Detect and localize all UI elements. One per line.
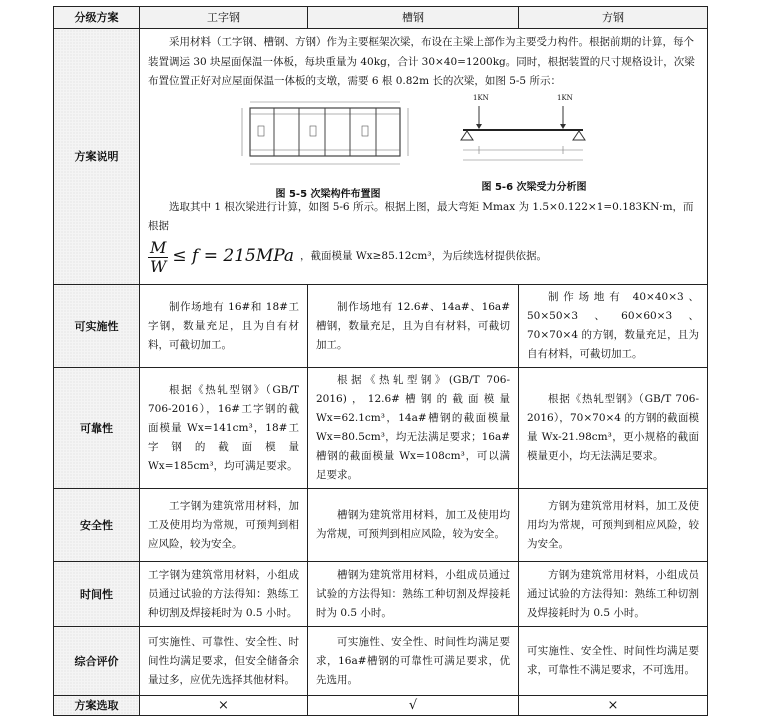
- row-safety: [54, 489, 708, 562]
- figure-5-5: [238, 98, 418, 200]
- description-paragraph-2: 选取其中 1 根次梁进行计算，如图 5-6 所示。根据上图，最大弯矩 Mmax 为 1.5×0.122×1=0.183KN·m，而根据: [148, 200, 694, 232]
- scheme-comparison-table: [53, 6, 708, 716]
- safety-square-steel: 方钢为建筑常用材料，加工及使用均为常规，可预判到相应风险，较为安全。: [519, 489, 708, 562]
- formula-inequality: ≤ f = 215MPa: [172, 246, 295, 267]
- row-selection: [54, 696, 708, 716]
- load-label-right: 1KN: [557, 93, 573, 102]
- figure-5-5-caption: 图 5-5 次梁构件布置图: [275, 189, 381, 200]
- row-label-description: 方案说明: [54, 29, 140, 285]
- header-i-beam: 工字钢: [140, 7, 308, 29]
- reliability-i-beam: 根据《热轧型钢》（GB/T 706-2016），16#工字钢的截面模量 Wx=141cm³，18#工字钢的截面模量 Wx=185cm³，均可满足要求。: [140, 368, 308, 489]
- description-cell: [140, 29, 708, 285]
- selection-i-beam: ×: [140, 696, 308, 716]
- figure-5-6: [449, 93, 619, 196]
- row-label-overall: 综合评价: [54, 627, 140, 696]
- overall-square-steel: 可实施性、安全性、时间性均满足要求，可靠性不满足要求，不可选用。: [519, 627, 708, 696]
- reliability-channel-steel: 根据《热轧型钢》(GB/T 706-2016)，12.6#槽钢的截面模量 Wx=62.1cm³，14a#槽钢的截面模量 Wx=80.5cm³，均无法满足要求；16a#槽钢的截面模量 Wx=108cm³，可以满足要求。: [308, 368, 519, 489]
- load-label-left: 1KN: [473, 93, 489, 102]
- selection-square-steel: ×: [519, 696, 708, 716]
- beam-force-diagram: [449, 98, 619, 176]
- header-square-steel: 方钢: [519, 7, 708, 29]
- figures-row: [148, 93, 699, 200]
- figure-5-6-caption: 图 5-6 次梁受力分析图: [481, 181, 587, 193]
- timeliness-channel-steel: 槽钢为建筑常用材料，小组成员通过试验的方法得知：熟练工种切割及焊接耗时为 0.5 小时。: [308, 562, 519, 627]
- selection-channel-steel: √: [308, 696, 519, 716]
- reliability-square-steel: 根据《热轧型钢》（GB/T 706-2016），70×70×4 的方钢的截面模量 Wx-21.98cm³，更小规格的截面模量更小，均无法满足要求。: [519, 368, 708, 489]
- feasibility-i-beam: 制作场地有 16#和 18#工字钢，数量充足，且为自有材料，可截切加工。: [140, 285, 308, 368]
- header-row: [54, 7, 708, 29]
- row-label-reliability: 可靠性: [54, 368, 140, 489]
- formula-fraction: [148, 239, 168, 276]
- feasibility-channel-steel: 制作场地有 12.6#、14a#、16a#槽钢，数量充足，且为自有材料，可截切加工。: [308, 285, 519, 368]
- row-overall: [54, 627, 708, 696]
- timeliness-square-steel: 方钢为建筑常用材料，小组成员通过试验的方法得知：熟练工种切割及焊接耗时为 0.5 小时。: [519, 562, 708, 627]
- timeliness-i-beam: 工字钢为建筑常用材料，小组成员通过试验的方法得知：熟练工种切割及焊接耗时为 0.5 小时。: [140, 562, 308, 627]
- header-channel-steel: 槽钢: [308, 7, 519, 29]
- row-reliability: [54, 368, 708, 489]
- formula-numerator: M: [150, 237, 167, 257]
- header-scheme-level: 分级方案: [54, 7, 140, 29]
- row-description: [54, 29, 708, 285]
- description-paragraph-3: ，截面模量 Wx≥85.12cm³，为后续选材提供依据。: [300, 250, 548, 263]
- safety-channel-steel: 槽钢为建筑常用材料，加工及使用均为常规，可预判到相应风险，较为安全。: [308, 489, 519, 562]
- formula-denominator: W: [149, 256, 167, 276]
- row-label-selection: 方案选取: [54, 696, 140, 716]
- row-label-safety: 安全性: [54, 489, 140, 562]
- description-paragraph-1: 采用材料（工字钢、槽钢、方钢）作为主要框架次梁，布设在主梁上部作为主要受力构件。根据前期的计算，每个装置调运 30 块屋面保温一体板，每块重量为 40kg，合计 30×40=1200kg。同时，根据装置的尺寸规格设计，次梁布置位置正好对应屋面保温一体板的支墩，需要 6 根 0.82m 长的次梁，如图 5-5 所示：: [148, 36, 695, 87]
- row-feasibility: [54, 285, 708, 368]
- formula-line: [148, 239, 699, 276]
- row-timeliness: [54, 562, 708, 627]
- overall-channel-steel: 可实施性、安全性、时间性均满足要求，16a#槽钢的可靠性可满足要求，优先选用。: [308, 627, 519, 696]
- row-label-timeliness: 时间性: [54, 562, 140, 627]
- overall-i-beam: 可实施性、可靠性、安全性、时间性均满足要求，但安全储备余量过多，应优先选择其他材料。: [140, 627, 308, 696]
- row-label-feasibility: 可实施性: [54, 285, 140, 368]
- safety-i-beam: 工字钢为建筑常用材料，加工及使用均为常规，可预判到相应风险，较为安全。: [140, 489, 308, 562]
- beam-layout-drawing: [238, 98, 418, 176]
- feasibility-square-steel: 制作场地有 40×40×3、50×50×3、60×60×3、70×70×4 的方钢，数量充足，且为自有材料，可截切加工。: [519, 285, 708, 368]
